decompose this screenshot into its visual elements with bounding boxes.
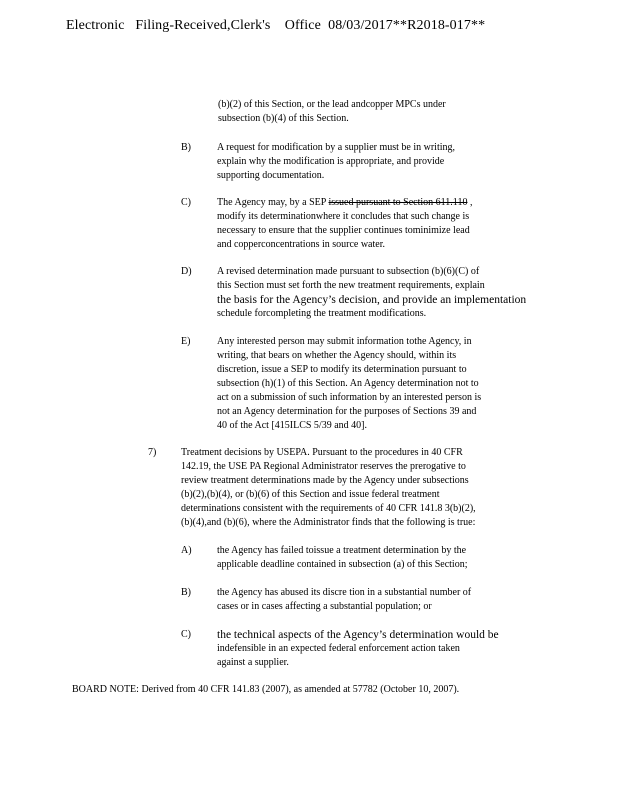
section-label: 7) (148, 447, 157, 458)
text-line: 142.19, the USE PA Regional Administrator reserves the prerogative to (181, 461, 466, 472)
subsection-label: E) (181, 336, 191, 347)
text-line: this Section must set forth the new treatment requirements, explain (217, 280, 485, 291)
subsection-label: D) (181, 266, 192, 277)
subsection-label: B) (181, 587, 191, 598)
text-line: subsection (h)(1) of this Section. An Agency determination not to (217, 378, 479, 389)
subsection-text (217, 141, 537, 183)
text-segment: , (467, 197, 473, 208)
subsection-text (217, 544, 537, 572)
text-line (217, 196, 537, 210)
text-line: schedule forcompleting the treatment modifications. (217, 308, 427, 319)
text-line: modify its determinationwhere it concludes that such change is (217, 211, 470, 222)
text-line: act on a submission of such information by an interested person is (217, 392, 482, 403)
text-line: and copperconcentrations in source water. (217, 239, 385, 250)
text-line: the Agency has failed toissue a treatment determination by the (217, 545, 467, 556)
text-line: Any interested person may submit information tothe Agency, in (217, 336, 472, 347)
subsection-label: A) (181, 545, 192, 556)
subsection-text (217, 335, 537, 433)
filing-header: Electronic Filing-Received,Clerk's Office 08/03/2017**R2018-017** (66, 18, 486, 33)
text-line: (b)(2) of this Section, or the lead andcopper MPCs under (218, 99, 446, 110)
text-line: 40 of the Act [415ILCS 5/39 and 40]. (217, 420, 367, 431)
struck-text: issued pursuant to Section 611.110 (328, 197, 468, 208)
text-line: Treatment decisions by USEPA. Pursuant to the procedures in 40 CFR (181, 447, 463, 458)
text-line: cases or in cases affecting a substantial population; or (217, 601, 432, 612)
continuation-text (218, 98, 518, 126)
text-line: against a supplier. (217, 657, 289, 668)
subsection-text (217, 586, 537, 614)
subsection-label: B) (181, 142, 191, 153)
subsection-text (217, 628, 537, 670)
text-line: A request for modification by a supplier must be in writing, (217, 142, 456, 153)
text-line: not an Agency determination for the purposes of Sections 39 and (217, 406, 477, 417)
text-line: discretion, issue a SEP to modify its determination pursuant to (217, 364, 467, 375)
text-line: supporting documentation. (217, 170, 325, 181)
text-line: (b)(2),(b)(4), or (b)(6) of this Section and issue federal treatment (181, 489, 440, 500)
text-line: the basis for the Agency’s decision, and provide an implementation (217, 294, 527, 306)
board-note: BOARD NOTE: Derived from 40 CFR 141.83 (2007), as amended at 57782 (October 10, 2007). (72, 684, 460, 695)
text-line: necessary to ensure that the supplier continues tominimize lead (217, 225, 470, 236)
text-line: indefensible in an expected federal enforcement action taken (217, 643, 460, 654)
text-line: A revised determination made pursuant to subsection (b)(6)(C) of (217, 266, 480, 277)
text-line: (b)(4),and (b)(6), where the Administrator finds that the following is true: (181, 517, 476, 528)
text-line: writing, that bears on whether the Agency should, within its (217, 350, 457, 361)
subsection-text (217, 265, 537, 321)
subsection-label: C) (181, 197, 191, 208)
section-text (181, 446, 539, 530)
text-line: the technical aspects of the Agency’s determination would be (217, 629, 499, 641)
text-line: applicable deadline contained in subsection (a) of this Section; (217, 559, 468, 570)
text-line: determinations consistent with the requirements of 40 CFR 141.8 3(b)(2), (181, 503, 476, 514)
text-line: the Agency has abused its discre tion in a substantial number of (217, 587, 472, 598)
subsection-label: C) (181, 629, 191, 640)
subsection-text (217, 196, 537, 252)
text-segment: The Agency may, by a SEP (217, 197, 329, 208)
text-line: subsection (b)(4) of this Section. (218, 113, 349, 124)
text-line: explain why the modification is appropriate, and provide (217, 156, 445, 167)
text-line: review treatment determinations made by the Agency under subsections (181, 475, 469, 486)
